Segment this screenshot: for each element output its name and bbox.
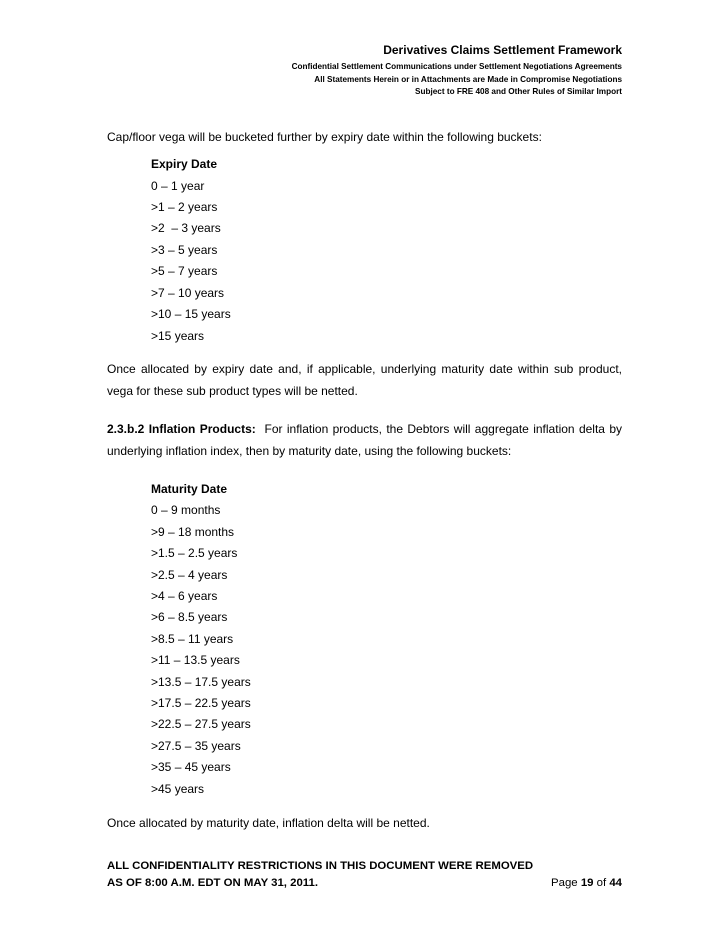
expiry-bucket: >1 – 2 years — [151, 200, 218, 214]
header-compromise-line: All Statements Herein or in Attachments are Made in Compromise Negotiations — [314, 74, 622, 84]
maturity-bucket: >35 – 45 years — [151, 760, 231, 774]
expiry-bucket: >5 – 7 years — [151, 264, 218, 278]
vega-netting-line-2: vega for these sub product types will be netted. — [107, 384, 358, 398]
expiry-bucket: >10 – 15 years — [151, 307, 231, 321]
inflation-products-text: For inflation products, the Debtors will aggregate inflation delta by — [264, 422, 623, 436]
maturity-bucket: >11 – 13.5 years — [151, 653, 240, 667]
expiry-bucket: >15 years — [151, 329, 205, 343]
page-current: 19 — [580, 877, 594, 889]
footer-date-line: AS OF 8:00 A.M. EDT ON MAY 31, 2011. — [107, 877, 319, 889]
page-number — [551, 875, 622, 892]
maturity-bucket: >4 – 6 years — [151, 589, 218, 603]
header-title: Derivatives Claims Settlement Framework — [383, 43, 622, 57]
page-of: of — [596, 877, 607, 889]
maturity-bucket: >1.5 – 2.5 years — [151, 546, 238, 560]
maturity-bucket: >13.5 – 17.5 years — [151, 675, 251, 689]
vega-intro-paragraph: Cap/floor vega will be bucketed further by expiry date within the following buckets: — [107, 130, 542, 144]
maturity-bucket: >6 – 8.5 years — [151, 610, 228, 624]
vega-netting-line-1: Once allocated by expiry date and, if applicable, underlying maturity date within sub product, — [107, 362, 622, 376]
inflation-products-heading: 2.3.b.2 Inflation Products: — [107, 422, 256, 436]
maturity-bucket: >17.5 – 22.5 years — [151, 696, 251, 710]
expiry-bucket: >3 – 5 years — [151, 243, 218, 257]
inflation-products-line-2: underlying inflation index, then by maturity date, using the following buckets: — [107, 444, 512, 458]
maturity-bucket: >22.5 – 27.5 years — [151, 717, 251, 731]
maturity-bucket: >27.5 – 35 years — [151, 739, 241, 753]
page-total: 44 — [609, 877, 622, 889]
expiry-bucket: >2 – 3 years — [151, 221, 221, 235]
page-header — [292, 42, 622, 99]
header-confidential-line: Confidential Settlement Communications under Settlement Negotiations Agreements — [291, 62, 622, 71]
maturity-bucket: >9 – 18 months — [151, 525, 235, 539]
maturity-bucket: >45 years — [151, 782, 205, 796]
footer-restrictions-line: ALL CONFIDENTIALITY RESTRICTIONS IN THIS DOCUMENT WERE REMOVED — [107, 860, 534, 872]
inflation-products-line-1 — [107, 421, 622, 437]
inflation-netting-paragraph: Once allocated by maturity date, inflation delta will be netted. — [107, 816, 430, 830]
page-footer — [107, 858, 622, 892]
expiry-bucket: >7 – 10 years — [151, 286, 225, 300]
maturity-bucket: >8.5 – 11 years — [151, 632, 234, 646]
maturity-date-heading: Maturity Date — [151, 482, 228, 496]
maturity-bucket: 0 – 9 months — [151, 503, 221, 517]
expiry-bucket: 0 – 1 year — [151, 179, 205, 193]
header-fre-line: Subject to FRE 408 and Other Rules of Similar Import — [415, 87, 622, 96]
page-prefix: Page — [551, 877, 578, 889]
expiry-date-heading: Expiry Date — [151, 157, 218, 171]
maturity-bucket: >2.5 – 4 years — [151, 568, 228, 582]
